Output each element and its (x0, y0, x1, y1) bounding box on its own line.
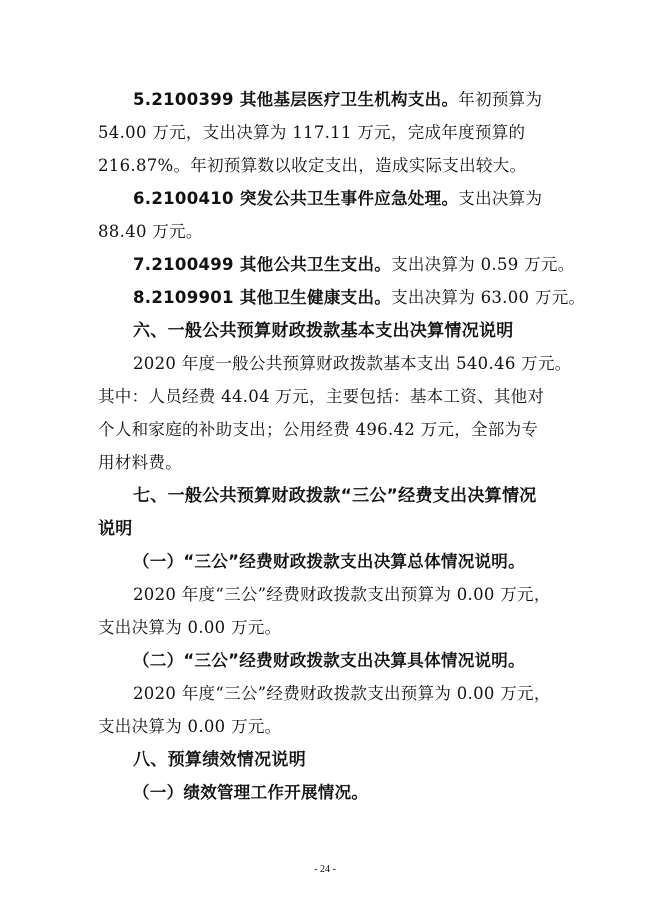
item-5-title: 5.2100399 其他基层医疗卫生机构支出。 (133, 90, 459, 109)
section-8-heading: 八、预算绩效情况说明 (133, 750, 306, 770)
item-7-title: 7.2100499 其他公共卫生支出。 (133, 255, 392, 274)
section-7-sub-1-line-2: 支出决算为 0.00 万元。 (98, 618, 282, 637)
item-7-text-1: 支出决算为 0.59 万元。 (391, 255, 575, 274)
section-6-heading: 六、一般公共预算财政拨款基本支出决算情况说明 (133, 321, 514, 341)
section-7-sub-1-heading: （一）“三公”经费财政拨款支出决算总体情况说明。 (133, 552, 525, 571)
item-6-line-1 (133, 188, 542, 210)
item-5-line-1 (133, 89, 542, 111)
page-number: - 24 - (314, 864, 336, 875)
item-6-title: 6.2100410 突发公共卫生事件应急处理。 (133, 189, 459, 208)
section-6-para-line-2: 其中：人员经费 44.04 万元，主要包括：基本工资、其他对 (98, 387, 545, 406)
section-6-para-line-3: 个人和家庭的补助支出；公用经费 496.42 万元，全部为专 (98, 420, 539, 439)
section-8-sub-1-heading: （一）绩效管理工作开展情况。 (133, 783, 369, 802)
item-5-line-2: 54.00 万元，支出决算为 117.11 万元，完成年度预算的 (98, 123, 526, 142)
item-5-text-1: 年初预算为 (458, 90, 543, 109)
item-6-text-1: 支出决算为 (458, 189, 543, 208)
section-7-heading-line-1: 七、一般公共预算财政拨款“三公”经费支出决算情况 (133, 486, 537, 506)
item-8-title: 8.2109901 其他卫生健康支出。 (133, 288, 392, 307)
item-7-line-1 (133, 254, 575, 276)
section-7-sub-2-heading: （二）“三公”经费财政拨款支出决算具体情况说明。 (133, 651, 525, 670)
section-7-sub-1-line-1: 2020 年度“三公”经费财政拨款支出预算为 0.00 万元， (133, 585, 551, 604)
section-7-heading-line-2: 说明 (98, 519, 133, 539)
item-5-line-3: 216.87%。年初预算数以收定支出，造成实际支出较大。 (98, 156, 527, 175)
section-7-sub-2-line-1: 2020 年度“三公”经费财政拨款支出预算为 0.00 万元， (133, 684, 551, 703)
item-8-line-1 (133, 287, 585, 309)
item-8-text-1: 支出决算为 63.00 万元。 (391, 288, 586, 307)
item-6-line-2: 88.40 万元。 (98, 222, 203, 241)
section-6-para-line-1: 2020 年度一般公共预算财政拨款基本支出 540.46 万元。 (133, 354, 572, 373)
section-7-sub-2-line-2: 支出决算为 0.00 万元。 (98, 717, 282, 736)
section-6-para-line-4: 用材料费。 (98, 453, 182, 472)
